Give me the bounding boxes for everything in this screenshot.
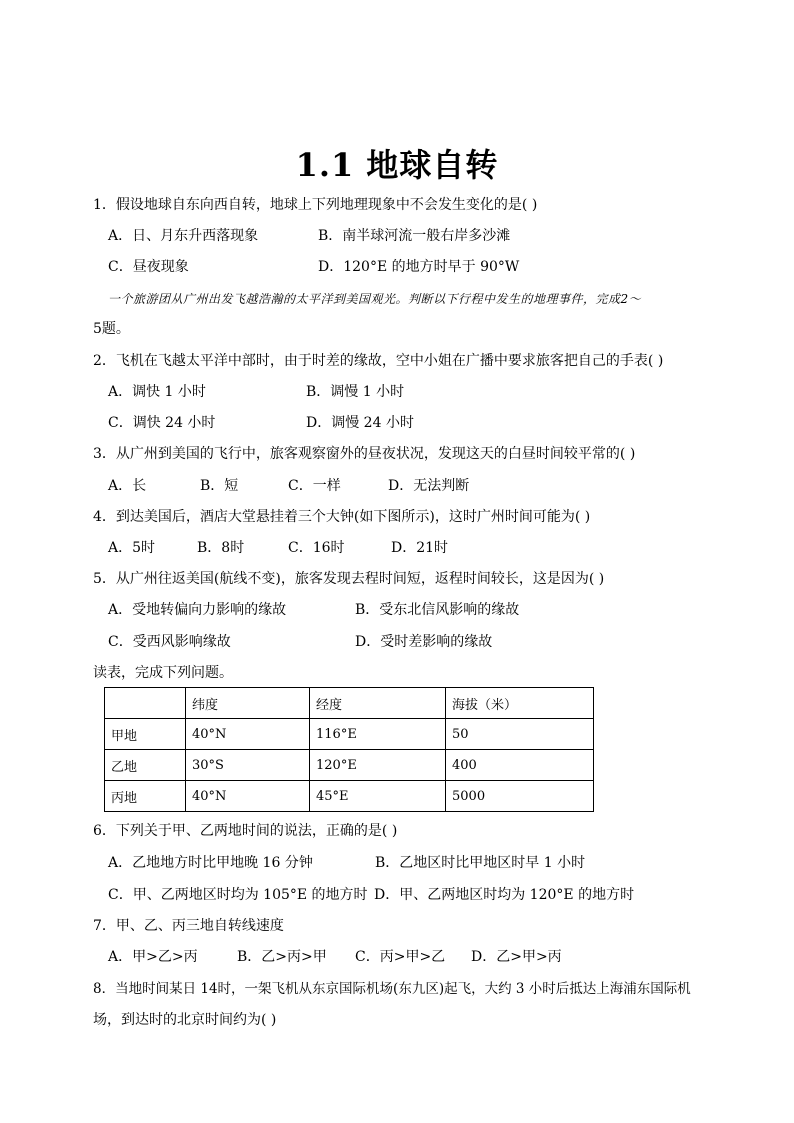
question-1-option-b: B．南半球河流一般右岸多沙滩 (318, 228, 511, 244)
table-header-cell (105, 688, 186, 719)
question-4-option-d: D．21时 (391, 540, 449, 556)
question-6-option-c: C．甲、乙两地区时均为 105°E 的地方时 (108, 887, 368, 903)
question-2-option-a: A．调快 1 小时 (108, 384, 206, 400)
table-cell: 116°E (310, 719, 446, 750)
table-header-cell: 经度 (310, 688, 446, 719)
question-6-option-b: B．乙地区时比甲地区时早 1 小时 (375, 855, 586, 871)
table-cell: 40°N (186, 781, 310, 812)
question-3-option-c: C．一样 (288, 478, 341, 494)
question-5-stem: 5．从广州往返美国(航线不变)，旅客发现去程时间短，返程时间较长，这是因为( ) (93, 571, 605, 587)
question-1-option-d: D．120°E 的地方时早于 90°W (318, 259, 520, 275)
question-2-option-c: C．调快 24 小时 (108, 415, 216, 431)
question-3-option-b: B．短 (200, 478, 239, 494)
question-1-option-a: A．日、月东升西落现象 (108, 228, 259, 244)
question-4-option-b: B．8时 (197, 540, 245, 556)
question-6-stem: 6．下列关于甲、乙两地时间的说法，正确的是( ) (93, 823, 398, 839)
table-cell: 400 (446, 750, 594, 781)
question-3-stem: 3．从广州到美国的飞行中，旅客观察窗外的昼夜状况，发现这天的白昼时间较平常的( ) (93, 446, 636, 462)
table-cell: 40°N (186, 719, 310, 750)
question-8-stem-line-2: 场，到达时的北京时间约为( ) (93, 1012, 277, 1028)
question-7-option-c: C．丙>甲>乙 (355, 949, 446, 965)
question-7-option-d: D．乙>甲>丙 (471, 949, 562, 965)
question-2-option-d: D．调慢 24 小时 (306, 415, 414, 431)
question-7-stem: 7．甲、乙、丙三地自转线速度 (93, 918, 284, 934)
table-cell: 30°S (186, 750, 310, 781)
page-title: 1.1 地球自转 (295, 146, 499, 184)
question-2-option-b: B．调慢 1 小时 (306, 384, 405, 400)
passage-lead-line-1: 一个旅游团从广州出发飞越浩瀚的太平洋到美国观光。判断以下行程中发生的地理事件，完成2～ (108, 292, 642, 306)
table-intro: 读表，完成下列问题。 (93, 665, 233, 681)
question-7-option-a: A．甲>乙>丙 (108, 949, 198, 965)
question-1-stem: 1．假设地球自东向西自转，地球上下列地理现象中不会发生变化的是( ) (93, 197, 538, 213)
table-cell: 5000 (446, 781, 594, 812)
table-row (105, 750, 594, 781)
table-header-cell: 海拔（米） (446, 688, 594, 719)
question-5-option-b: B．受东北信风影响的缘故 (355, 602, 520, 618)
question-4-option-a: A．5时 (108, 540, 156, 556)
question-3-option-d: D．无法判断 (388, 478, 470, 494)
passage-lead-line-2: 5题。 (93, 321, 130, 337)
table-row (105, 781, 594, 812)
question-4-stem: 4．到达美国后，酒店大堂悬挂着三个大钟(如下图所示)，这时广州时间可能为( ) (93, 509, 591, 525)
question-5-option-a: A．受地转偏向力影响的缘故 (108, 602, 287, 618)
question-2-stem: 2．飞机在飞越太平洋中部时，由于时差的缘故，空中小姐在广播中要求旅客把自己的手表( ) (93, 353, 664, 369)
question-3-option-a: A．长 (108, 478, 147, 494)
question-5-option-c: C．受西风影响缘故 (108, 634, 231, 650)
question-6-option-a: A．乙地地方时比甲地晚 16 分钟 (108, 855, 313, 871)
table-header-row (105, 688, 594, 719)
table-cell: 甲地 (105, 719, 186, 750)
table-cell: 50 (446, 719, 594, 750)
table-cell: 乙地 (105, 750, 186, 781)
question-8-stem-line-1: 8．当地时间某日 14时，一架飞机从东京国际机场(东九区)起飞，大约 3 小时后抵达上海浦东国际机 (93, 981, 691, 997)
question-7-option-b: B．乙>丙>甲 (237, 949, 327, 965)
table-row (105, 719, 594, 750)
question-1-option-c: C．昼夜现象 (108, 259, 189, 275)
table-cell: 120°E (310, 750, 446, 781)
location-table (104, 687, 594, 812)
table-cell: 45°E (310, 781, 446, 812)
table-cell: 丙地 (105, 781, 186, 812)
question-5-option-d: D．受时差影响的缘故 (355, 634, 493, 650)
table-header-cell: 纬度 (186, 688, 310, 719)
question-4-option-c: C．16时 (288, 540, 345, 556)
question-6-option-d: D．甲、乙两地区时均为 120°E 的地方时 (374, 887, 635, 903)
